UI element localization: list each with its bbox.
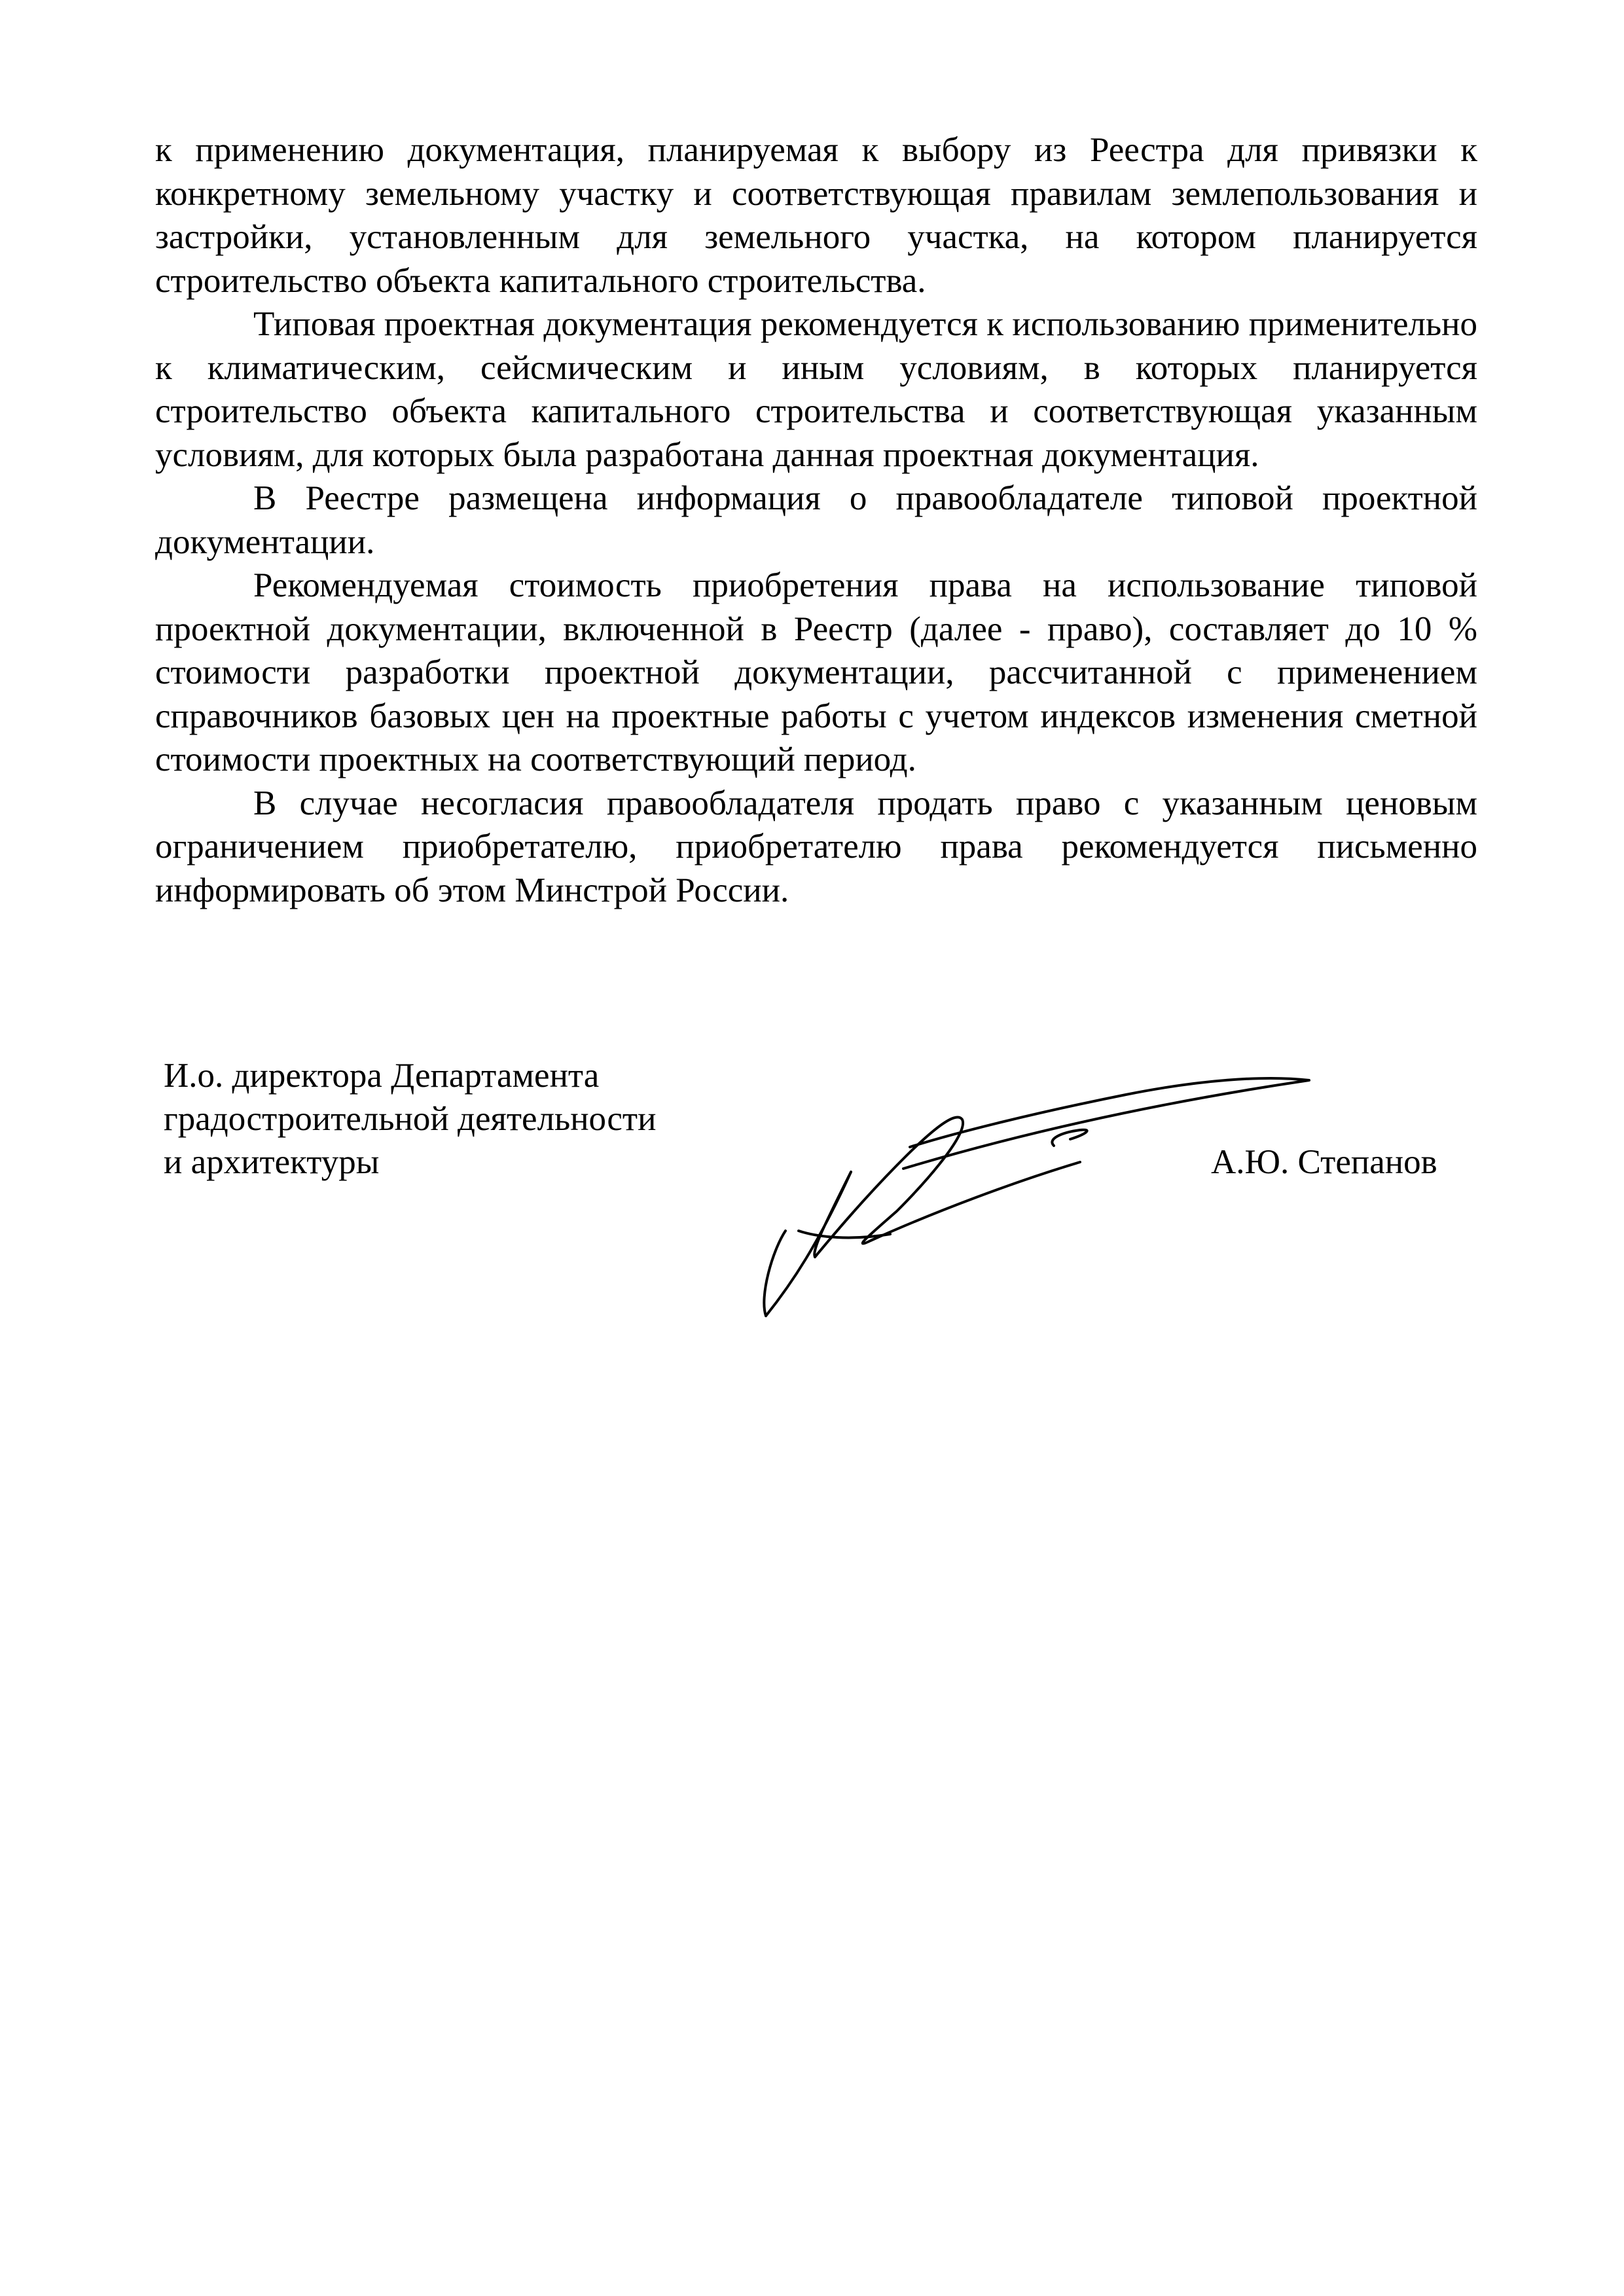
signature-stroke: [1052, 1130, 1087, 1146]
letter-body: [155, 128, 1477, 912]
position-line: и архитектуры: [164, 1143, 380, 1181]
signature-stroke: [799, 1231, 890, 1237]
signatory-name: А.Ю. Степанов: [1211, 1143, 1437, 1181]
paragraph-continuation: к применению документация, планируемая к выбору из Реестра для привязки к конкретному земельному участку и соответствующая правилам землепользования и застройки, установленным для земельного участка, на котором планируется строительство объекта капитального строительства.: [155, 131, 1477, 300]
position-line: градостроительной деятельности: [164, 1100, 657, 1138]
handwritten-signature: [740, 1034, 1368, 1336]
paragraph-disagreement: В случае несогласия правообладателя продать право с указанным ценовым ограничением приобретателю, приобретателю права рекомендуется письменно информировать об этом Минстрой России.: [155, 784, 1477, 909]
signatory-position: [164, 1054, 753, 1184]
signature-stroke: [815, 1117, 1080, 1257]
paragraph-typical-documentation: Типовая проектная документация рекомендуется к использованию применительно к климатическим, сейсмическим и иным условиям, в которых планируется строительство объекта капитального строительства и соответствующая указанным условиям, для которых была разработана данная проектная документация.: [155, 305, 1477, 474]
signature-stroke: [764, 1172, 851, 1316]
position-line: И.о. директора Департамента: [164, 1057, 600, 1095]
paragraph-registry-info: В Реестре размещена информация о правообладателе типовой проектной документации.: [155, 479, 1477, 561]
paragraph-recommended-cost: Рекомендуемая стоимость приобретения права на использование типовой проектной документации, включенной в Реестр (далее - право), составляет до 10 % стоимости разработки проектной документации, рассчитанной с применением справочников базовых цен на проектные работы с учетом индексов изменения сметной стоимости проектных на соответствующий период.: [155, 566, 1477, 778]
